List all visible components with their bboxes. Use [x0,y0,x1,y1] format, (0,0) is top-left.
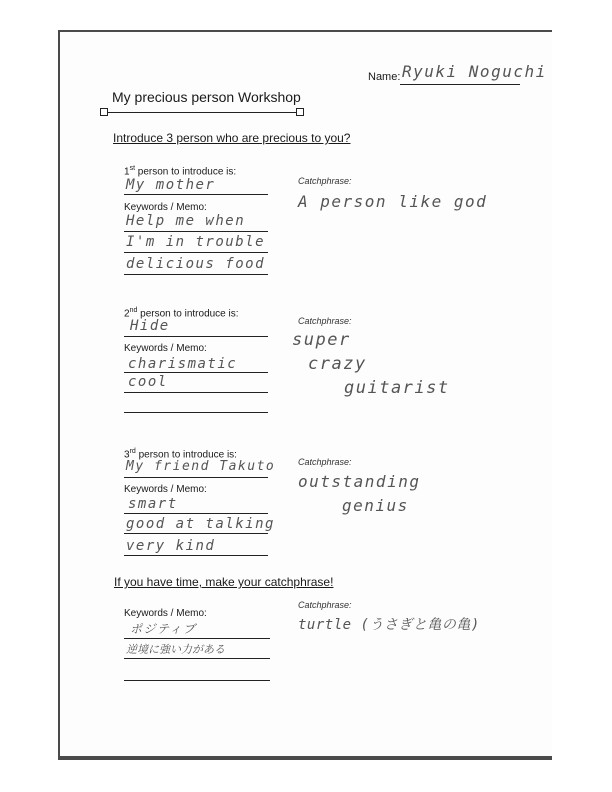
bonus-memo-1: ポジティブ [130,622,197,636]
person-2-keywords-label: Keywords / Memo: [124,343,207,354]
title-handle-left [100,108,108,116]
person-1-name-line [124,194,268,195]
title-handle-right [296,108,304,116]
person-3-memo-3: very kind [126,538,216,554]
student-name: Ryuki Noguchi [402,62,547,81]
person-1-catchphrase-label: Catchphrase: [298,176,352,186]
memo-line [124,555,268,556]
instruction: Introduce 3 person who are precious to you? [113,131,351,145]
person-3-keywords-label: Keywords / Memo: [124,484,207,495]
memo-line [124,392,268,393]
person-3-name-line [124,477,268,478]
person-3-catchphrase-2: genius [342,496,409,515]
person-3-catchphrase-1: outstanding [298,472,421,491]
memo-line [124,638,270,639]
person-1-memo-1: Help me when [126,213,246,229]
person-2-catchphrase-3: guitarist [344,378,450,398]
person-2-name: Hide [130,318,170,334]
person-3-name: My friend Takuto [126,459,276,474]
person-3-memo-1: smart [128,496,178,512]
name-line [400,84,520,85]
person-2-name-line [124,336,268,337]
person-2-memo-1: charismatic [128,356,238,372]
memo-line [124,658,270,659]
person-1-name: My mother [126,177,216,193]
memo-line [124,372,268,373]
memo-line [124,412,268,413]
bonus-heading: If you have time, make your catchphrase! [114,575,334,589]
bonus-catchphrase: turtle (うさぎと亀の亀) [298,617,480,633]
name-label: Name: [368,71,401,83]
person-2-catchphrase-2: crazy [308,354,367,374]
person-3-prompt: 3rd person to introduce is: [124,448,237,461]
person-2-prompt: 2nd person to introduce is: [124,307,239,320]
page-title: My precious person Workshop [112,89,301,105]
title-underline [104,112,300,113]
person-2-catchphrase-label: Catchphrase: [298,316,352,326]
memo-line [124,231,268,232]
person-1-memo-3: delicious food [126,256,266,272]
bonus-keywords-label: Keywords / Memo: [124,608,207,619]
person-1-memo-2: I'm in trouble [126,234,266,250]
memo-line [124,252,268,253]
bonus-catchphrase-label: Catchphrase: [298,600,352,610]
person-1-catchphrase: A person like god [298,192,488,211]
memo-line [124,680,270,681]
person-3-memo-2: good at talking [126,516,275,532]
person-2-catchphrase-1: super [292,330,351,350]
memo-line [124,513,268,514]
person-1-prompt: 1st person to introduce is: [124,165,237,178]
memo-line [124,533,268,534]
memo-line [124,274,268,275]
person-2-memo-2: cool [128,374,168,390]
person-1-keywords-label: Keywords / Memo: [124,202,207,213]
person-3-catchphrase-label: Catchphrase: [298,457,352,467]
bonus-memo-2: 逆境に強い力がある [126,643,225,656]
